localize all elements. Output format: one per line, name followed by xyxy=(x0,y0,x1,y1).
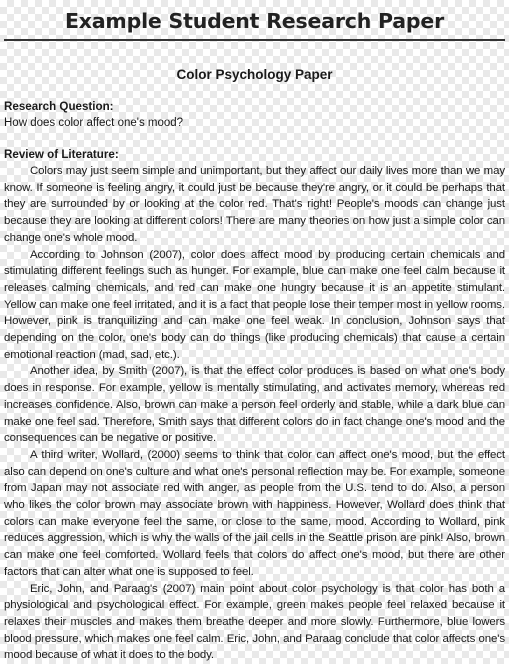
review-paragraph: Eric, John, and Paraag's (2007) main point about color psychology is that color has both a physiological and psychological effect. For example, green makes people feel relaxed because it relaxes their muscles and makes them breathe deeper and more slowly. Furthermore, blue lowers blood pressure, which makes one feel calm. Eric, John, and Paraag conclude that color affects one's mood because of what it does to the body. xyxy=(4,582,505,662)
review-paragraph: Colors may just seem simple and unimportant, but they affect our daily lives more than we may know. If someone is feeling angry, it could just be because they're angry, or it could be perhaps that they are surrounded by or looking at the color red. That's right! People's moods can change just because they are looking at different colors! There are many theories on how just a simple color can change one's whole mood. xyxy=(4,165,505,244)
review-section xyxy=(4,147,505,664)
research-question-text: How does color affect one's mood? xyxy=(4,117,184,129)
research-question-heading: Research Question: xyxy=(4,100,114,113)
review-paragraph: Another idea, by Smith (2007), is that the effect color produces is based on what one's body does in response. For example, yellow is mentally stimulating, and activates memory, whereas red increases confidence. Also, brown can make a person feel orderly and stable, while a dark blue can make one feel sad. Therefore, Smith says that different colors do in fact change one's mood and the consequences can be negative or positive. xyxy=(4,365,505,445)
review-body xyxy=(4,163,505,664)
document-header-title: Example Student Research Paper xyxy=(64,9,445,33)
review-heading: Review of Literature: xyxy=(4,148,119,161)
paper-title: Color Psychology Paper xyxy=(176,67,333,82)
review-paragraph: According to Johnson (2007), color does affect mood by producing certain chemicals and stimulating different feelings such as hunger. For example, blue can make one feel calm because it releases calming chemicals, and red can make one hungry because it is an appetite stimulant. Yellow can make one feel irritated, and it is a fact that people lose their temper most in yellow rooms. However, pink is tranquilizing and can make one feel weak. In conclusion, Johnson says that depending on the color, one's body can do things (like producing chemicals) that cause a certain emotional reaction (mad, sad, etc.). xyxy=(4,248,505,361)
header-divider xyxy=(4,39,505,41)
research-question-section xyxy=(4,99,505,131)
review-paragraph: A third writer, Wollard, (2000) seems to think that color can affect one's mood, but the effect also can depend on one's culture and what one's personal reflection may be. For example, someone from Japan may not associate red with anger, as people from the U.S. tend to do. Also, a person who likes the color brown may associate brown with happiness. However, Wollard does think that colors can make everyone feel the same, or close to the same, mood. According to Wollard, pink reduces aggression, which is why the walls of the jail cells in the Seattle prison are pink! Also, brown can make one feel comforted. Wollard feels that colors do affect one's mood, but there are other factors that can alter what one is supposed to feel. xyxy=(4,448,505,578)
